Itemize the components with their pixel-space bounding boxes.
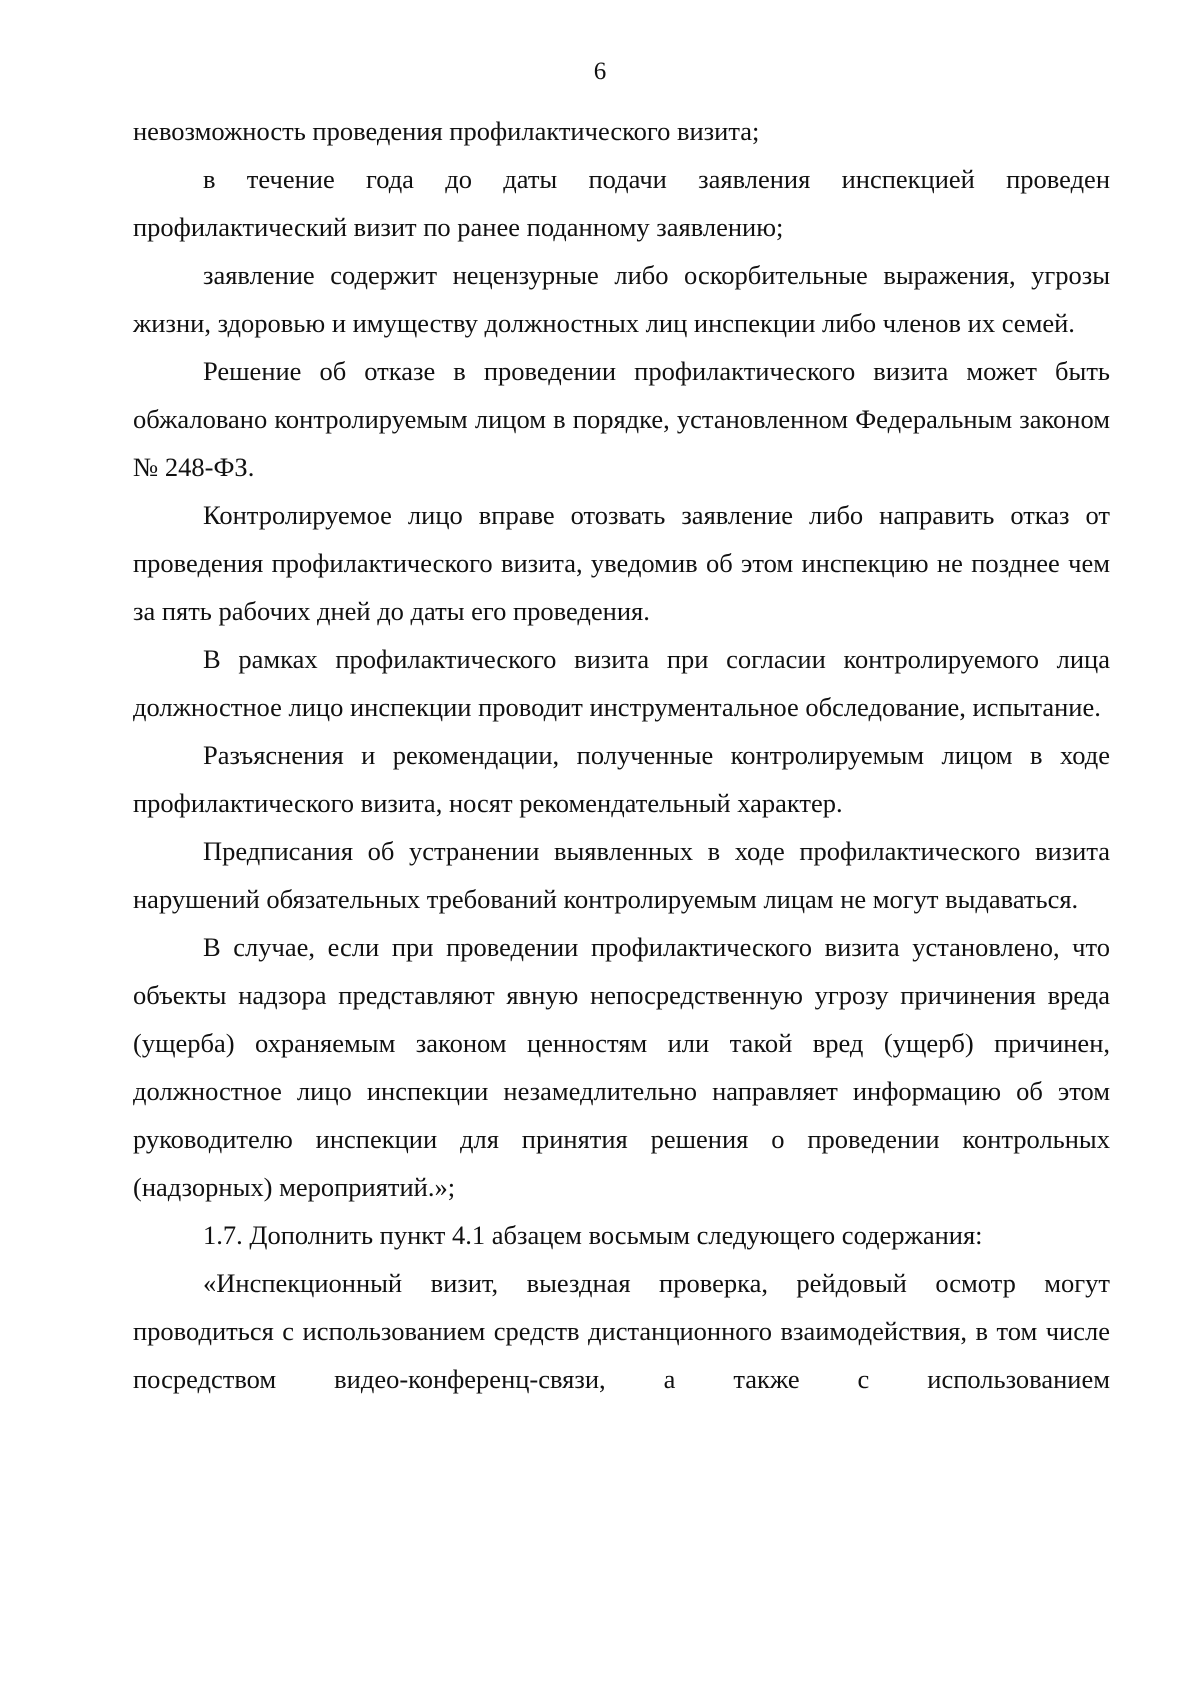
paragraph-1: невозможность проведения профилактического визита; xyxy=(133,116,760,146)
paragraph-8: Предписания об устранении выявленных в ходе профилактического визита нарушений обязательных требований контролируемым лицам не могут выдаваться. xyxy=(133,836,1110,914)
paragraph-9: В случае, если при проведении профилактического визита установлено, что объекты надзора представляют явную непосредственную угрозу причинения вреда (ущерба) охраняемым законом ценностям или такой вред (ущерб) причинен, должностное лицо инспекции незамедлительно направляет информацию об этом руководителю инспекции для принятия решения о проведении контрольных (надзорных) мероприятий.»; xyxy=(133,932,1110,1202)
paragraph-2: в течение года до даты подачи заявления инспекцией проведен профилактический визит по ранее поданному заявлению; xyxy=(133,164,1110,242)
paragraph-5: Контролируемое лицо вправе отозвать заявление либо направить отказ от проведения профилактического визита, уведомив об этом инспекцию не позднее чем за пять рабочих дней до даты его проведения. xyxy=(133,500,1110,626)
document-body xyxy=(133,107,1110,1403)
paragraph-11: «Инспекционный визит, выездная проверка, рейдовый осмотр могут проводиться с использованием средств дистанционного взаимодействия, в том числе посредством видео-конференц-связи, а также с использованием xyxy=(133,1268,1110,1394)
paragraph-4: Решение об отказе в проведении профилактического визита может быть обжаловано контролируемым лицом в порядке, установленном Федеральным законом № 248-ФЗ. xyxy=(133,356,1110,482)
paragraph-7: Разъяснения и рекомендации, полученные контролируемым лицом в ходе профилактического визита, носят рекомендательный характер. xyxy=(133,740,1110,818)
paragraph-3: заявление содержит нецензурные либо оскорбительные выражения, угрозы жизни, здоровью и имуществу должностных лиц инспекции либо членов их семей. xyxy=(133,260,1110,338)
page-number: 6 xyxy=(593,58,607,85)
paragraph-6: В рамках профилактического визита при согласии контролируемого лица должностное лицо инспекции проводит инструментальное обследование, испытание. xyxy=(133,644,1110,722)
paragraph-10: 1.7. Дополнить пункт 4.1 абзацем восьмым следующего содержания: xyxy=(203,1220,983,1250)
